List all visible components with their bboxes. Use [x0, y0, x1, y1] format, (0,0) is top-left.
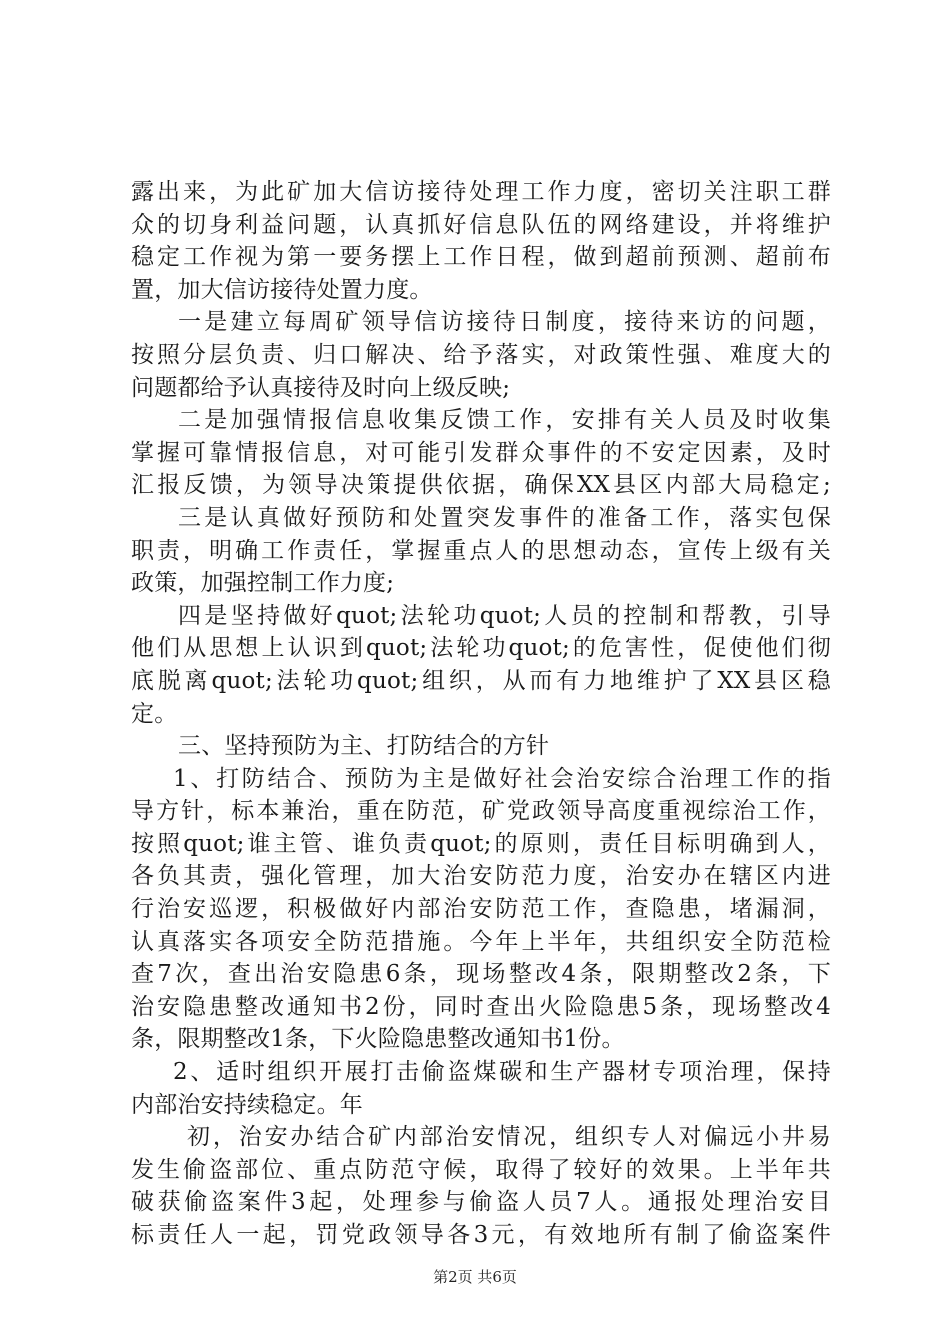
text-line: 汇报反馈，为领导决策提供依据，确保XX县区内部大局稳定;: [131, 472, 831, 499]
text-line: 三是认真做好预防和处置突发事件的准备工作，落实包保: [178, 504, 831, 531]
text-line: 发生偷盗部位、重点防范守候，取得了较好的效果。上半年共: [131, 1156, 831, 1183]
text-line: 掌握可靠情报信息，对可能引发群众事件的不安定因素，及时: [131, 439, 831, 466]
text-line: 露出来，为此矿加大信访接待处理工作力度，密切关注职工群: [131, 179, 831, 205]
text-line: 四是坚持做好quot;法轮功quot;人员的控制和帮教，引导: [178, 602, 831, 629]
text-line: 按照分层负责、归口解决、给予落实，对政策性强、难度大的: [131, 341, 831, 368]
text-line: 标责任人一起，罚党政领导各3元，有效地所有制了偷盗案件: [131, 1222, 831, 1248]
text-line: 行治安巡逻，积极做好内部治安防范工作，查隐患，堵漏洞，: [131, 896, 831, 923]
text-line: 查7次，查出治安隐患6条，现场整改4条，限期整改2条，下: [131, 961, 831, 988]
text-line: 按照quot;谁主管、谁负责quot;的原则，责任目标明确到人，: [131, 830, 831, 857]
page-footer: [0, 1267, 950, 1287]
text-line: 问题都给予认真接待及时向上级反映;: [131, 374, 511, 401]
text-line: 众的切身利益问题，认真抓好信息队伍的网络建设，并将维护: [131, 211, 831, 238]
text-line: 职责，明确工作责任，掌握重点人的思想动态，宣传上级有关: [131, 537, 831, 564]
document-body: [131, 176, 831, 1252]
text-line: 底脱离quot;法轮功quot;组织，从而有力地维护了XX县区稳: [131, 667, 831, 694]
text-line: 治安隐患整改通知书2份，同时查出火险隐患5条，现场整改4: [131, 993, 831, 1020]
text-line: 认真落实各项安全防范措施。今年上半年，共组织安全防范检: [131, 928, 831, 955]
text-line: 他们从思想上认识到quot;法轮功quot;的危害性，促使他们彻: [131, 635, 831, 662]
text-line: 1、打防结合、预防为主是做好社会治安综合治理工作的指: [173, 765, 831, 792]
section-heading: 三、坚持预防为主、打防结合的方针: [178, 733, 550, 760]
text-line: 定。: [131, 700, 178, 727]
text-line: 破获偷盗案件3起，处理参与偷盗人员7人。通报处理治安目: [131, 1189, 831, 1216]
text-line: 置，加大信访接待处置力度。: [131, 276, 433, 303]
text-line: 二是加强情报信息收集反馈工作，安排有关人员及时收集: [178, 407, 831, 434]
text-line: 一是建立每周矿领导信访接待日制度，接待来访的问题，: [178, 309, 831, 336]
text-line: 条，限期整改1条，下火险隐患整改通知书1份。: [131, 1026, 625, 1053]
page-number: 第2页 共6页: [433, 1268, 517, 1286]
text-line: 内部治安持续稳定。年: [131, 1091, 363, 1118]
text-line: 导方针，标本兼治，重在防范，矿党政领导高度重视综治工作，: [131, 798, 831, 825]
text-line: 各负其责，强化管理，加大治安防范力度，治安办在辖区内进: [131, 863, 831, 890]
text-line: 2、适时组织开展打击偷盗煤碳和生产器材专项治理，保持: [173, 1059, 831, 1086]
text-line: 政策，加强控制工作力度;: [131, 570, 395, 597]
text-line: 初，治安办结合矿内部治安情况，组织专人对偏远小井易: [187, 1124, 831, 1151]
text-line: 稳定工作视为第一要务摆上工作日程，做到超前预测、超前布: [131, 244, 831, 271]
